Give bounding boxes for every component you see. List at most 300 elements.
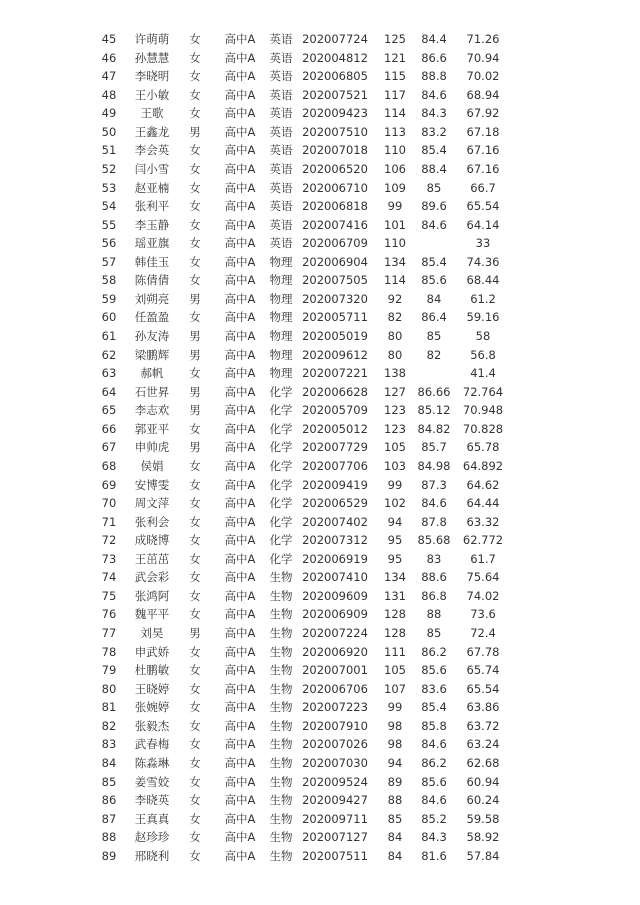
subject-cell: 化学	[269, 440, 293, 455]
row-number-cell: 52	[101, 161, 117, 176]
written-score-cell: 131	[384, 588, 406, 603]
exam-id-cell: 202007510	[302, 124, 368, 139]
exam-id-cell: 202006628	[302, 384, 368, 399]
subject-cell: 生物	[269, 626, 293, 640]
interview-score-cell	[414, 234, 454, 253]
exam-id-cell: 202007001	[302, 663, 368, 678]
subject-cell: 生物	[269, 663, 293, 678]
student-name-cell: 王小敏	[134, 87, 170, 102]
exam-id-cell: 202007729	[302, 440, 368, 455]
grade-level-cell: 高中A	[224, 848, 256, 863]
table-row	[92, 587, 512, 606]
interview-score-cell: 89.6	[421, 199, 447, 214]
interview-score-cell: 85.6	[421, 273, 447, 288]
student-name-cell: 王鑫龙	[134, 124, 170, 139]
exam-id-cell: 202007224	[302, 626, 368, 640]
row-number-cell: 73	[101, 551, 117, 566]
written-score-cell: 99	[387, 477, 403, 492]
row-number-cell: 53	[101, 180, 117, 195]
student-name-cell: 闫小雪	[134, 161, 170, 176]
student-name-cell: 侯娟	[140, 458, 164, 473]
row-number-cell: 79	[101, 663, 117, 678]
student-name-cell: 陈淼琳	[134, 755, 170, 770]
written-score-cell: 114	[384, 106, 406, 121]
table-row	[92, 383, 512, 402]
exam-id-cell: 202007127	[302, 830, 368, 845]
interview-score-cell: 85	[426, 180, 442, 195]
interview-score-cell: 85	[426, 329, 442, 343]
table-row	[92, 457, 512, 476]
interview-score-cell: 83	[426, 551, 442, 566]
grade-level-cell: 高中A	[224, 700, 256, 715]
total-score-cell: 65.74	[466, 663, 500, 678]
exam-id-cell: 202007026	[302, 737, 368, 752]
student-name-cell: 郭亚平	[134, 421, 170, 436]
exam-id-cell: 202006818	[302, 199, 368, 214]
row-number-cell: 50	[101, 124, 117, 139]
total-score-cell: 56.8	[470, 347, 496, 362]
written-score-cell: 123	[384, 421, 406, 436]
student-name-cell: 武会彩	[134, 570, 170, 585]
written-score-cell: 123	[384, 403, 406, 418]
grade-level-cell: 高中A	[224, 421, 256, 436]
student-name-cell: 姜雪姣	[134, 774, 170, 789]
student-name-cell: 李会英	[134, 143, 170, 158]
student-name-cell: 武春梅	[134, 737, 170, 752]
subject-cell: 英语	[269, 32, 293, 46]
total-score-cell: 33	[475, 236, 491, 251]
subject-cell: 化学	[269, 496, 293, 511]
table-row	[92, 438, 512, 457]
total-score-cell: 66.7	[470, 180, 496, 195]
gender-cell: 女	[189, 477, 201, 492]
exam-id-cell: 202006706	[302, 681, 368, 696]
total-score-cell: 61.7	[470, 551, 496, 566]
total-score-cell: 41.4	[470, 366, 496, 381]
row-number-cell: 78	[101, 644, 117, 659]
subject-cell: 生物	[269, 830, 293, 845]
student-name-cell: 许萌萌	[134, 32, 170, 46]
total-score-cell: 65.78	[466, 440, 500, 455]
written-score-cell: 106	[384, 161, 406, 176]
written-score-cell: 89	[387, 774, 403, 789]
exam-id-cell: 202007320	[302, 291, 368, 306]
interview-score-cell: 86.2	[421, 755, 447, 770]
gender-cell: 女	[189, 254, 201, 269]
row-number-cell: 55	[101, 217, 117, 232]
student-name-cell: 李玉静	[134, 217, 170, 232]
gender-cell: 女	[189, 161, 201, 176]
interview-score-cell: 85	[426, 626, 442, 640]
exam-id-cell: 202009524	[302, 774, 368, 789]
student-name-cell: 刘昊	[140, 626, 164, 640]
subject-cell: 化学	[269, 384, 293, 399]
table-row	[92, 327, 512, 346]
total-score-cell: 65.54	[466, 199, 500, 214]
table-row	[92, 86, 512, 105]
written-score-cell: 109	[384, 180, 406, 195]
subject-cell: 化学	[269, 533, 293, 548]
written-score-cell: 99	[387, 700, 403, 715]
gender-cell: 女	[189, 199, 201, 214]
written-score-cell: 94	[387, 755, 403, 770]
exam-id-cell: 202006805	[302, 69, 368, 84]
written-score-cell: 121	[384, 50, 406, 65]
exam-id-cell: 202007223	[302, 700, 368, 715]
exam-id-cell: 202007910	[302, 718, 368, 733]
total-score-cell: 57.84	[466, 848, 500, 863]
grade-level-cell: 高中A	[224, 440, 256, 455]
row-number-cell: 89	[101, 848, 117, 863]
total-score-cell: 61.2	[470, 291, 496, 306]
table-row	[92, 754, 512, 773]
table-row	[92, 735, 512, 754]
subject-cell: 生物	[269, 811, 293, 826]
exam-id-cell: 202007221	[302, 366, 368, 381]
total-score-cell: 68.94	[466, 87, 500, 102]
interview-score-cell: 88.4	[421, 161, 447, 176]
grade-level-cell: 高中A	[224, 217, 256, 232]
grade-level-cell: 高中A	[224, 793, 256, 808]
table-row	[92, 810, 512, 829]
gender-cell: 女	[189, 830, 201, 845]
student-name-cell: 任盈盈	[134, 310, 170, 325]
subject-cell: 生物	[269, 681, 293, 696]
interview-score-cell: 85.4	[421, 700, 447, 715]
row-number-cell: 46	[101, 50, 117, 65]
total-score-cell: 63.86	[466, 700, 500, 715]
row-number-cell: 60	[101, 310, 117, 325]
interview-score-cell: 83.2	[421, 124, 447, 139]
written-score-cell: 84	[387, 830, 403, 845]
table-row	[92, 680, 512, 699]
student-name-cell: 孙友涛	[134, 329, 170, 343]
table-row	[92, 605, 512, 624]
grade-level-cell: 高中A	[224, 830, 256, 845]
row-number-cell: 77	[101, 626, 117, 640]
subject-cell: 英语	[269, 124, 293, 139]
interview-score-cell: 82	[426, 347, 442, 362]
subject-cell: 英语	[269, 106, 293, 121]
table-row	[92, 698, 512, 717]
gender-cell: 女	[189, 570, 201, 585]
gender-cell: 男	[189, 347, 201, 362]
interview-score-cell: 87.8	[421, 514, 447, 529]
written-score-cell: 98	[387, 718, 403, 733]
written-score-cell: 125	[384, 32, 406, 46]
table-row	[92, 643, 512, 662]
total-score-cell: 59.16	[466, 310, 500, 325]
gender-cell: 女	[189, 793, 201, 808]
written-score-cell: 95	[387, 533, 403, 548]
total-score-cell: 70.948	[462, 403, 504, 418]
interview-score-cell: 86.2	[421, 644, 447, 659]
interview-score-cell: 84.6	[421, 793, 447, 808]
grade-level-cell: 高中A	[224, 496, 256, 511]
interview-score-cell: 84.6	[421, 737, 447, 752]
gender-cell: 女	[189, 310, 201, 325]
row-number-cell: 51	[101, 143, 117, 158]
exam-id-cell: 202007521	[302, 87, 368, 102]
row-number-cell: 59	[101, 291, 117, 306]
row-number-cell: 88	[101, 830, 117, 845]
table-row	[92, 476, 512, 495]
row-number-cell: 74	[101, 570, 117, 585]
written-score-cell: 134	[384, 570, 406, 585]
exam-id-cell: 202007030	[302, 755, 368, 770]
student-name-cell: 申帅虎	[134, 440, 170, 455]
score-table-body	[92, 30, 512, 865]
written-score-cell: 80	[387, 329, 403, 343]
row-number-cell: 70	[101, 496, 117, 511]
exam-id-cell: 202007402	[302, 514, 368, 529]
table-row	[92, 661, 512, 680]
gender-cell: 女	[189, 737, 201, 752]
exam-id-cell: 202006909	[302, 607, 368, 622]
total-score-cell: 67.92	[466, 106, 500, 121]
gender-cell: 女	[189, 458, 201, 473]
student-name-cell: 张利平	[134, 199, 170, 214]
student-name-cell: 王真真	[134, 811, 170, 826]
table-row	[92, 197, 512, 216]
row-number-cell: 76	[101, 607, 117, 622]
grade-level-cell: 高中A	[224, 106, 256, 121]
interview-score-cell: 85.2	[421, 811, 447, 826]
gender-cell: 女	[189, 273, 201, 288]
written-score-cell: 105	[384, 440, 406, 455]
grade-level-cell: 高中A	[224, 384, 256, 399]
row-number-cell: 48	[101, 87, 117, 102]
grade-level-cell: 高中A	[224, 403, 256, 418]
table-row	[92, 420, 512, 439]
total-score-cell: 64.892	[462, 458, 504, 473]
written-score-cell: 92	[387, 291, 403, 306]
row-number-cell: 68	[101, 458, 117, 473]
table-row	[92, 624, 512, 643]
table-row	[92, 773, 512, 792]
subject-cell: 生物	[269, 588, 293, 603]
student-name-cell: 瑶亚旗	[134, 236, 170, 251]
table-row	[92, 401, 512, 420]
exam-id-cell: 202005711	[302, 310, 368, 325]
subject-cell: 物理	[269, 273, 293, 288]
written-score-cell: 95	[387, 551, 403, 566]
student-name-cell: 刘朔亮	[134, 291, 170, 306]
written-score-cell: 111	[384, 644, 406, 659]
interview-score-cell: 83.6	[421, 681, 447, 696]
grade-level-cell: 高中A	[224, 291, 256, 306]
total-score-cell: 67.16	[466, 161, 500, 176]
subject-cell: 英语	[269, 180, 293, 195]
grade-level-cell: 高中A	[224, 143, 256, 158]
gender-cell: 男	[189, 329, 201, 343]
interview-score-cell: 84.6	[421, 217, 447, 232]
row-number-cell: 71	[101, 514, 117, 529]
grade-level-cell: 高中A	[224, 347, 256, 362]
written-score-cell: 88	[387, 793, 403, 808]
interview-score-cell: 88.6	[421, 570, 447, 585]
grade-level-cell: 高中A	[224, 570, 256, 585]
total-score-cell: 64.44	[466, 496, 500, 511]
grade-level-cell: 高中A	[224, 458, 256, 473]
interview-score-cell: 85.6	[421, 663, 447, 678]
subject-cell: 生物	[269, 607, 293, 622]
student-name-cell: 赵珍珍	[134, 830, 170, 845]
student-name-cell: 赵亚楠	[134, 180, 170, 195]
row-number-cell: 69	[101, 477, 117, 492]
exam-id-cell: 202006529	[302, 496, 368, 511]
row-number-cell: 47	[101, 69, 117, 84]
interview-score-cell: 84.98	[417, 458, 451, 473]
total-score-cell: 67.16	[466, 143, 500, 158]
table-row	[92, 531, 512, 550]
grade-level-cell: 高中A	[224, 663, 256, 678]
student-name-cell: 成晓博	[134, 533, 170, 548]
total-score-cell: 67.78	[466, 644, 500, 659]
interview-score-cell: 85.12	[417, 403, 451, 418]
total-score-cell: 68.44	[466, 273, 500, 288]
student-name-cell: 张毅杰	[134, 718, 170, 733]
gender-cell: 女	[189, 848, 201, 863]
grade-level-cell: 高中A	[224, 607, 256, 622]
written-score-cell: 82	[387, 310, 403, 325]
table-row	[92, 364, 512, 383]
exam-id-cell: 202005019	[302, 329, 368, 343]
subject-cell: 英语	[269, 69, 293, 84]
table-row	[92, 513, 512, 532]
student-name-cell: 杜鹏敏	[134, 663, 170, 678]
subject-cell: 物理	[269, 366, 293, 381]
subject-cell: 英语	[269, 143, 293, 158]
grade-level-cell: 高中A	[224, 588, 256, 603]
interview-score-cell: 86.8	[421, 588, 447, 603]
total-score-cell: 73.6	[470, 607, 496, 622]
gender-cell: 女	[189, 644, 201, 659]
row-number-cell: 57	[101, 254, 117, 269]
gender-cell: 女	[189, 32, 201, 46]
subject-cell: 生物	[269, 718, 293, 733]
subject-cell: 化学	[269, 514, 293, 529]
table-row	[92, 550, 512, 569]
written-score-cell: 107	[384, 681, 406, 696]
row-number-cell: 86	[101, 793, 117, 808]
interview-score-cell: 88.8	[421, 69, 447, 84]
row-number-cell: 67	[101, 440, 117, 455]
row-number-cell: 84	[101, 755, 117, 770]
total-score-cell: 70.828	[462, 421, 504, 436]
written-score-cell: 80	[387, 347, 403, 362]
grade-level-cell: 高中A	[224, 551, 256, 566]
grade-level-cell: 高中A	[224, 681, 256, 696]
row-number-cell: 87	[101, 811, 117, 826]
total-score-cell: 67.18	[466, 124, 500, 139]
total-score-cell: 74.36	[466, 254, 500, 269]
interview-score-cell: 85.4	[421, 143, 447, 158]
table-row	[92, 568, 512, 587]
exam-id-cell: 202006520	[302, 161, 368, 176]
grade-level-cell: 高中A	[224, 366, 256, 381]
written-score-cell: 127	[384, 384, 406, 399]
gender-cell: 女	[189, 87, 201, 102]
row-number-cell: 82	[101, 718, 117, 733]
total-score-cell: 63.32	[466, 514, 500, 529]
grade-level-cell: 高中A	[224, 644, 256, 659]
table-row	[92, 30, 512, 49]
gender-cell: 女	[189, 607, 201, 622]
gender-cell: 女	[189, 663, 201, 678]
gender-cell: 男	[189, 291, 201, 306]
row-number-cell: 81	[101, 700, 117, 715]
exam-id-cell: 202009609	[302, 588, 368, 603]
interview-score-cell: 84.3	[421, 830, 447, 845]
grade-level-cell: 高中A	[224, 755, 256, 770]
table-row	[92, 234, 512, 253]
student-name-cell: 李晓英	[134, 793, 170, 808]
total-score-cell: 64.62	[466, 477, 500, 492]
written-score-cell: 85	[387, 811, 403, 826]
written-score-cell: 101	[384, 217, 406, 232]
exam-id-cell: 202007416	[302, 217, 368, 232]
table-row	[92, 67, 512, 86]
gender-cell: 女	[189, 533, 201, 548]
student-name-cell: 周文萍	[134, 496, 170, 511]
gender-cell: 女	[189, 236, 201, 251]
grade-level-cell: 高中A	[224, 87, 256, 102]
interview-score-cell: 84.82	[417, 421, 451, 436]
student-name-cell: 张婉婷	[134, 700, 170, 715]
subject-cell: 物理	[269, 291, 293, 306]
interview-score-cell: 85.4	[421, 254, 447, 269]
subject-cell: 化学	[269, 477, 293, 492]
grade-level-cell: 高中A	[224, 50, 256, 65]
grade-level-cell: 高中A	[224, 533, 256, 548]
subject-cell: 生物	[269, 700, 293, 715]
gender-cell: 男	[189, 384, 201, 399]
written-score-cell: 98	[387, 737, 403, 752]
subject-cell: 生物	[269, 774, 293, 789]
interview-score-cell: 86.66	[417, 384, 451, 399]
row-number-cell: 49	[101, 106, 117, 121]
grade-level-cell: 高中A	[224, 774, 256, 789]
row-number-cell: 62	[101, 347, 117, 362]
written-score-cell: 128	[384, 626, 406, 640]
grade-level-cell: 高中A	[224, 180, 256, 195]
subject-cell: 物理	[269, 329, 293, 343]
interview-score-cell: 84.6	[421, 496, 447, 511]
subject-cell: 生物	[269, 644, 293, 659]
total-score-cell: 74.02	[466, 588, 500, 603]
gender-cell: 女	[189, 421, 201, 436]
table-row	[92, 179, 512, 198]
gender-cell: 女	[189, 718, 201, 733]
total-score-cell: 64.14	[466, 217, 500, 232]
grade-level-cell: 高中A	[224, 124, 256, 139]
gender-cell: 女	[189, 69, 201, 84]
gender-cell: 女	[189, 106, 201, 121]
grade-level-cell: 高中A	[224, 161, 256, 176]
exam-id-cell: 202006709	[302, 236, 368, 251]
student-name-cell: 王茁茁	[134, 551, 170, 566]
subject-cell: 英语	[269, 217, 293, 232]
student-name-cell: 陈倩倩	[134, 273, 170, 288]
gender-cell: 女	[189, 514, 201, 529]
gender-cell: 女	[189, 217, 201, 232]
gender-cell: 女	[189, 811, 201, 826]
student-name-cell: 魏平平	[134, 607, 170, 622]
interview-score-cell: 85.6	[421, 774, 447, 789]
table-row	[92, 791, 512, 810]
total-score-cell: 58.92	[466, 830, 500, 845]
